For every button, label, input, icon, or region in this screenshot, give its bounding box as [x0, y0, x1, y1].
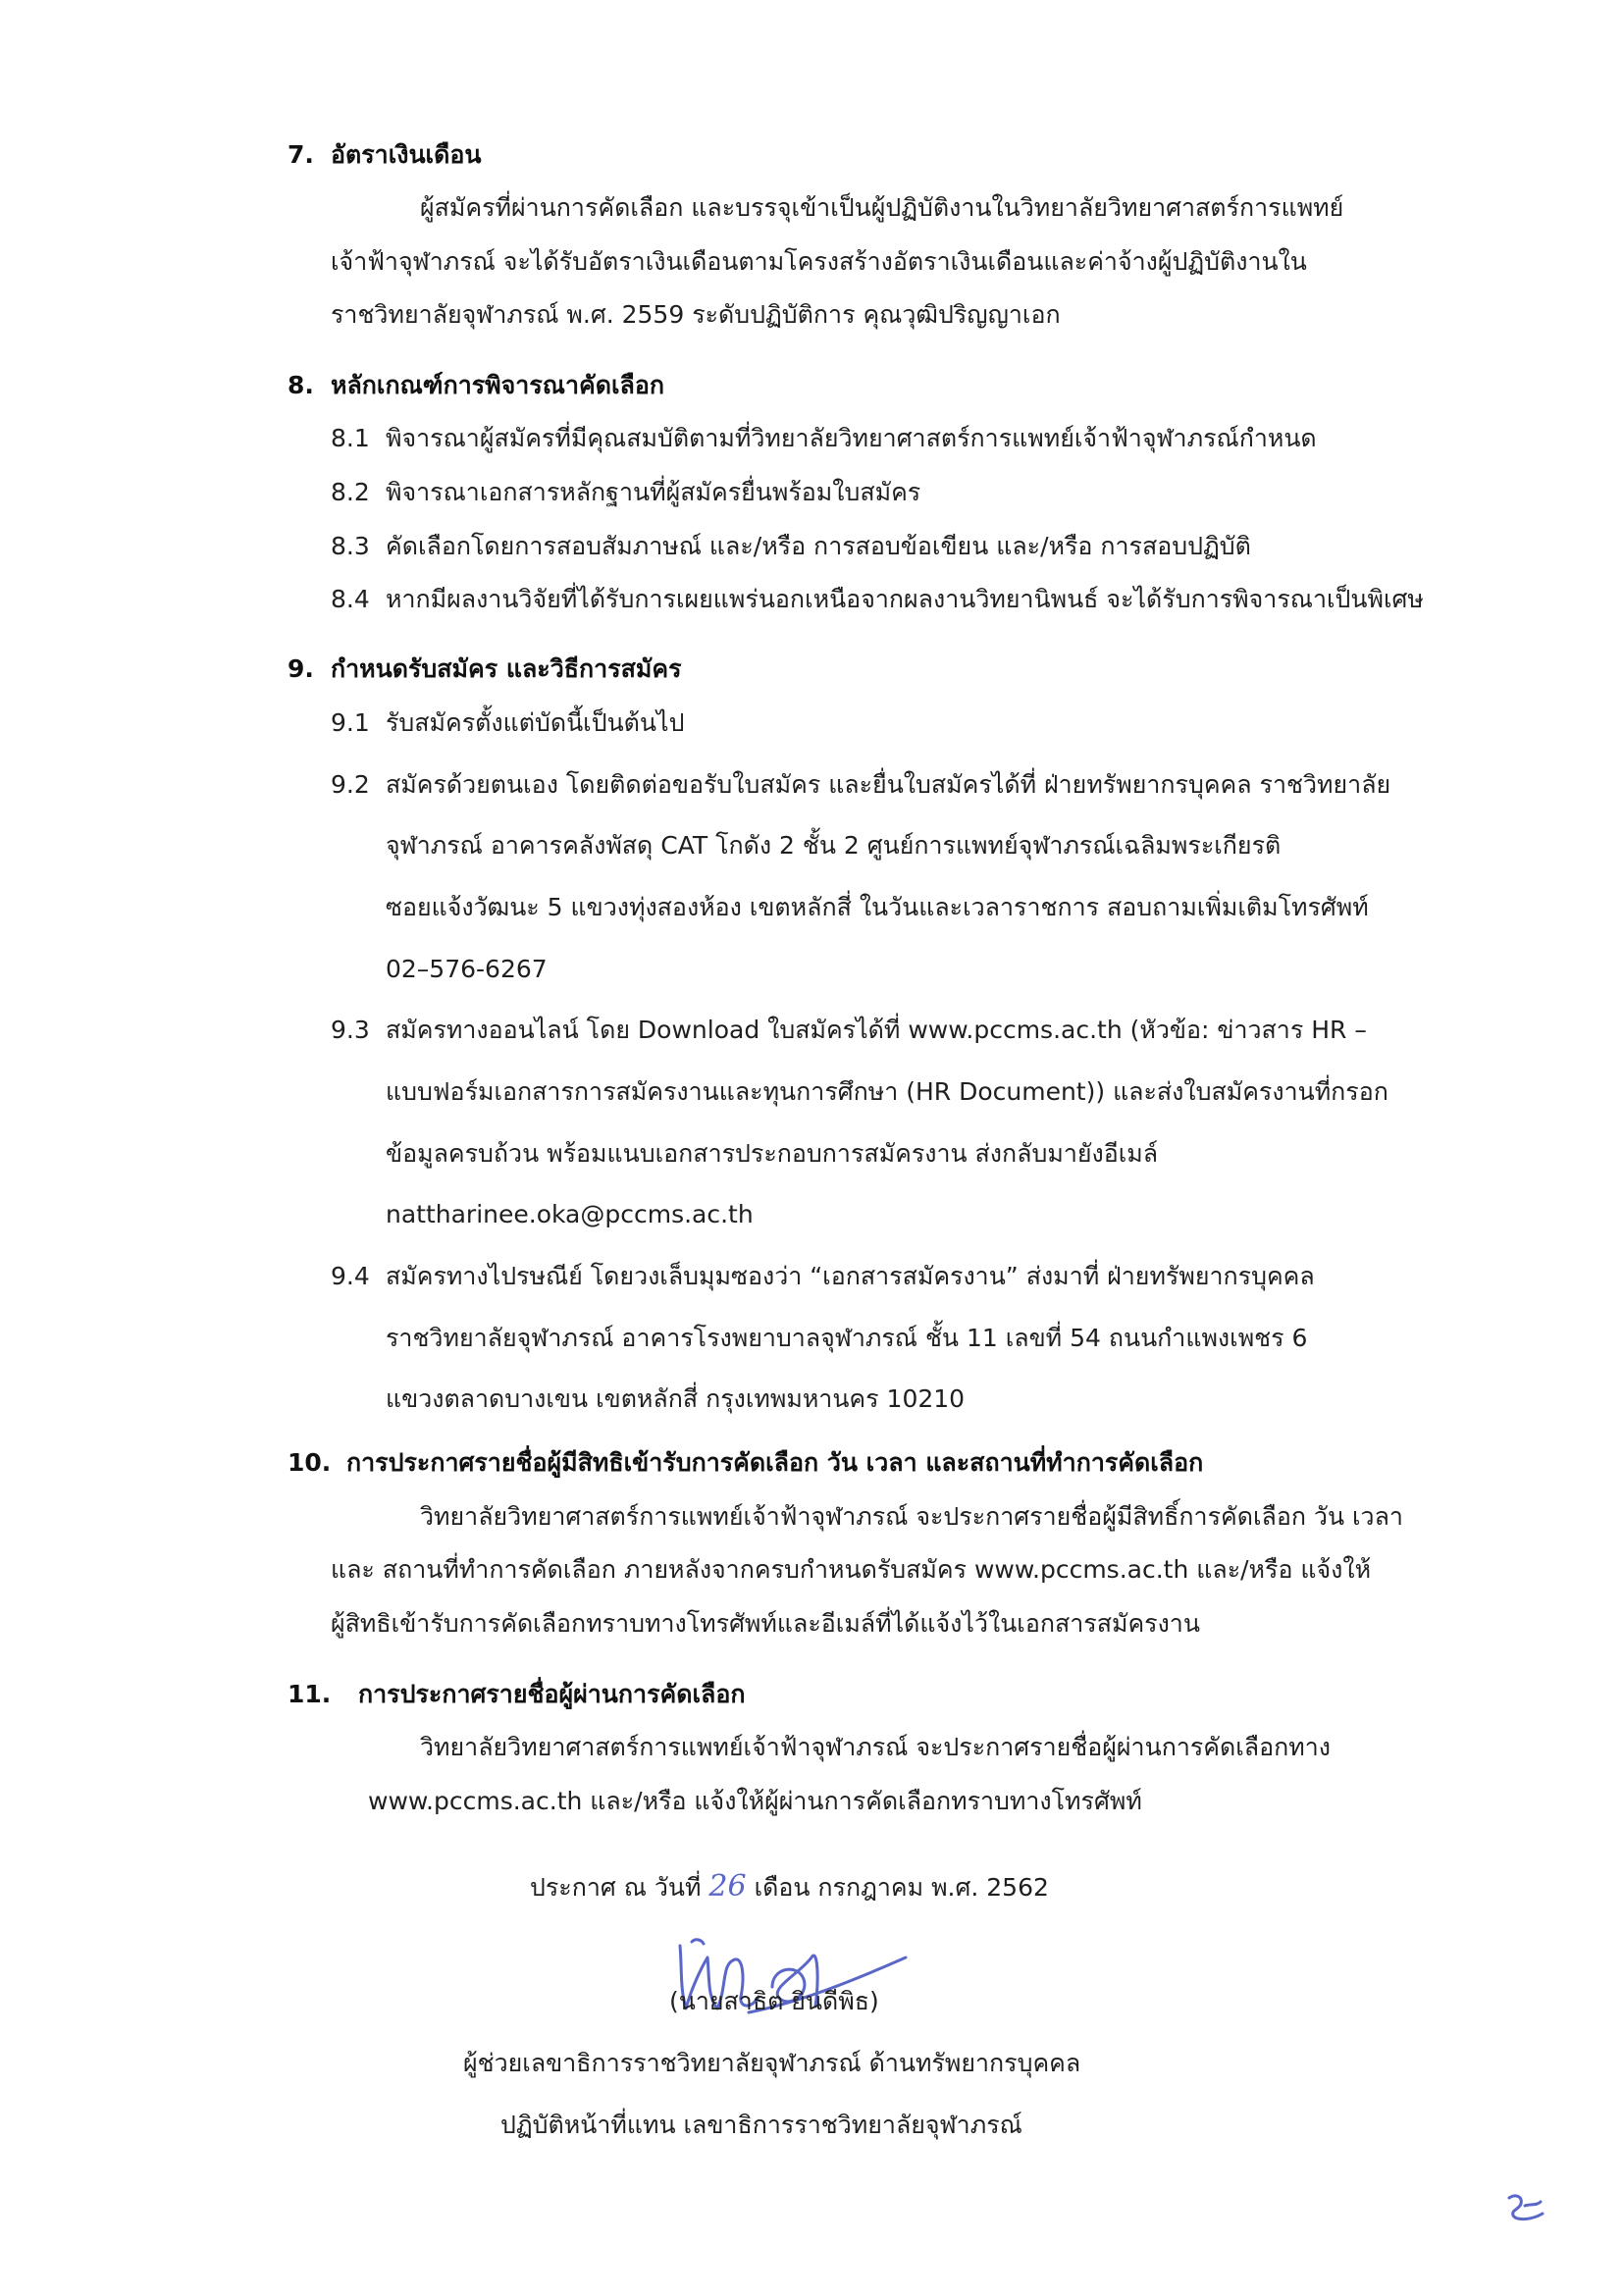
item-9-4-text: สมัครทางไปรษณีย์ โดยวงเล็บมุมซองว่า “เอกสารสมัครงาน” ส่งมาที่ ฝ่ายทรัพยากรบุคคล — [386, 1262, 1315, 1290]
item-8-2-text: พิจารณาเอกสารหลักฐานที่ผู้สมัครยื่นพร้อมใบสมัคร — [386, 478, 921, 506]
section-10-heading: การประกาศรายชื่อผู้มีสิทธิเข้ารับการคัดเลือก วัน เวลา และสถานที่ทำการคัดเลือก — [346, 1448, 1204, 1477]
item-9-4-number: 9.4 — [331, 1262, 370, 1290]
item-9-2-text: สมัครด้วยตนเอง โดยติดต่อขอรับใบสมัคร และยื่นใบสมัครได้ที่ ฝ่ายทรัพยากรบุคคล ราชวิทยาลัย — [386, 770, 1391, 799]
item-9-1-number: 9.1 — [331, 708, 370, 737]
item-9-3-text: สมัครทางออนไลน์ โดย Download ใบสมัครได้ที่ www.pccms.ac.th (หัวข้อ: ข่าวสาร HR – — [386, 1016, 1367, 1044]
item-8-2-number: 8.2 — [331, 478, 370, 506]
section-11-number: 11. — [288, 1680, 332, 1708]
item-9-2-text: จุฬาภรณ์ อาคารคลังพัสดุ CAT โกดัง 2 ชั้น 2 ศูนย์การแพทย์จุฬาภรณ์เฉลิมพระเกียรติ — [386, 831, 1282, 860]
section-10-para-line: ผู้สิทธิเข้ารับการคัดเลือกทราบทางโทรศัพท์และอีเมล์ที่ได้แจ้งไว้ในเอกสารสมัครงาน — [331, 1609, 1200, 1638]
item-9-2-text: ซอยแจ้งวัฒนะ 5 แขวงทุ่งสองห้อง เขตหลักสี่ ในวันและเวลาราชการ สอบถามเพิ่มเติมโทรศัพท์ — [386, 893, 1369, 921]
announcement-day-handwritten: 26 — [708, 1869, 747, 1904]
item-8-4-text: หากมีผลงานวิจัยที่ได้รับการเผยแพร่นอกเหนือจากผลงานวิทยานิพนธ์ จะได้รับการพิจารณาเป็นพิเศษ — [386, 585, 1424, 613]
section-11-para-line: วิทยาลัยวิทยาศาสตร์การแพทย์เจ้าฟ้าจุฬาภรณ์ จะประกาศรายชื่อผู้ผ่านการคัดเลือกทาง — [420, 1733, 1331, 1761]
section-9-heading: กำหนดรับสมัคร และวิธีการสมัคร — [331, 654, 682, 683]
signatory-title-line: ปฏิบัติหน้าที่แทน เลขาธิการราชวิทยาลัยจุฬาภรณ์ — [500, 2111, 1022, 2139]
item-9-3-text: ข้อมูลครบถ้วน พร้อมแนบเอกสารประกอบการสมัครงาน ส่งกลับมายังอีเมล์ — [386, 1139, 1159, 1168]
item-9-3-email: nattharinee.oka@pccms.ac.th — [386, 1200, 754, 1228]
initial-mark-icon — [1503, 2188, 1548, 2227]
announcement-prefix: ประกาศ ณ วันที่ — [530, 1873, 702, 1902]
item-9-2-phone: 02–576-6267 — [386, 955, 548, 983]
signatory-title-line: ผู้ช่วยเลขาธิการราชวิทยาลัยจุฬาภรณ์ ด้านทรัพยากรบุคคล — [463, 2049, 1081, 2077]
section-7-para-line: ราชวิทยาลัยจุฬาภรณ์ พ.ศ. 2559 ระดับปฏิบัติการ คุณวุฒิปริญญาเอก — [331, 300, 1061, 329]
section-9-number: 9. — [288, 654, 314, 683]
item-8-4-number: 8.4 — [331, 585, 370, 613]
section-8-heading: หลักเกณฑ์การพิจารณาคัดเลือก — [331, 371, 664, 399]
signatory-name: (นายสาธิต ยินดีพิธ) — [669, 1987, 879, 2015]
announcement-month-year: เดือน กรกฎาคม พ.ศ. 2562 — [754, 1873, 1049, 1902]
section-10-number: 10. — [288, 1448, 332, 1477]
item-9-4-text: แขวงตลาดบางเขน เขตหลักสี่ กรุงเทพมหานคร 10210 — [386, 1384, 966, 1413]
item-8-1-text: พิจารณาผู้สมัครที่มีคุณสมบัติตามที่วิทยาลัยวิทยาศาสตร์การแพทย์เจ้าฟ้าจุฬาภรณ์กำหนด — [386, 424, 1317, 452]
section-11-para-line: www.pccms.ac.th และ/หรือ แจ้งให้ผู้ผ่านการคัดเลือกทราบทางโทรศัพท์ — [368, 1787, 1142, 1815]
item-9-4-text: ราชวิทยาลัยจุฬาภรณ์ อาคารโรงพยาบาลจุฬาภรณ์ ชั้น 11 เลขที่ 54 ถนนกำแพงเพชร 6 — [386, 1324, 1308, 1352]
section-7-para-line: ผู้สมัครที่ผ่านการคัดเลือก และบรรจุเข้าเป็นผู้ปฏิบัติงานในวิทยาลัยวิทยาศาสตร์การแพทย์ — [420, 193, 1344, 222]
item-8-3-number: 8.3 — [331, 532, 370, 560]
item-9-3-number: 9.3 — [331, 1016, 370, 1044]
item-9-3-text: แบบฟอร์มเอกสารการสมัครงานและทุนการศึกษา (HR Document)) และส่งใบสมัครงานที่กรอก — [386, 1077, 1388, 1106]
section-7-para-line: เจ้าฟ้าจุฬาภรณ์ จะได้รับอัตราเงินเดือนตามโครงสร้างอัตราเงินเดือนและค่าจ้างผู้ปฏิบัติงานใน — [331, 247, 1307, 276]
section-8-number: 8. — [288, 371, 314, 399]
section-11-heading: การประกาศรายชื่อผู้ผ่านการคัดเลือก — [358, 1680, 746, 1708]
item-8-1-number: 8.1 — [331, 424, 370, 452]
section-7-number: 7. — [288, 140, 314, 169]
item-9-2-number: 9.2 — [331, 770, 370, 799]
section-7-heading: อัตราเงินเดือน — [331, 140, 482, 169]
item-8-3-text: คัดเลือกโดยการสอบสัมภาษณ์ และ/หรือ การสอบข้อเขียน และ/หรือ การสอบปฏิบัติ — [386, 532, 1251, 560]
section-10-para-line: และ สถานที่ทำการคัดเลือก ภายหลังจากครบกำหนดรับสมัคร www.pccms.ac.th และ/หรือ แจ้งให้ — [331, 1555, 1372, 1584]
item-9-1-text: รับสมัครตั้งแต่บัดนี้เป็นต้นไป — [386, 708, 685, 737]
announcement-date — [530, 1870, 1049, 1905]
section-10-para-line: วิทยาลัยวิทยาศาสตร์การแพทย์เจ้าฟ้าจุฬาภรณ์ จะประกาศรายชื่อผู้มีสิทธิ์การคัดเลือก วัน เวลา — [420, 1502, 1403, 1531]
